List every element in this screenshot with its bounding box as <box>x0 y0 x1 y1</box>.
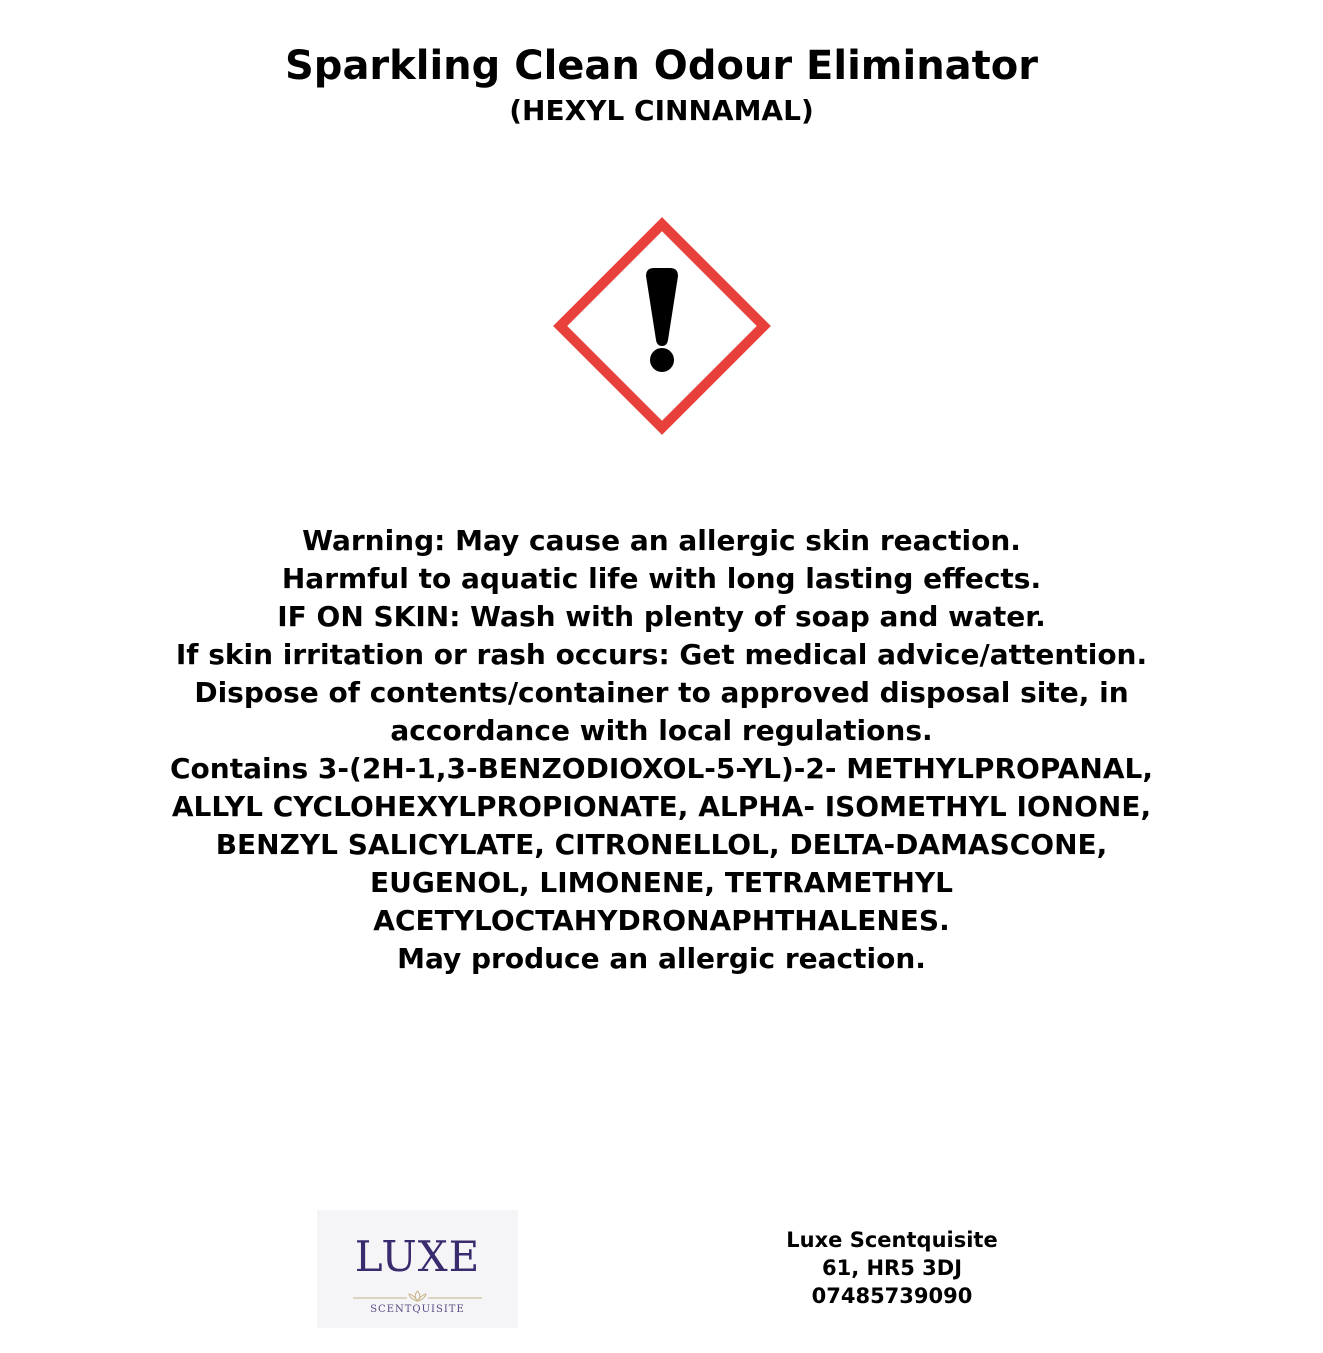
product-subtitle: (HEXYL CINNAMAL) <box>509 94 814 127</box>
statement-line: Dispose of contents/container to approved disposal site, in <box>194 676 1129 709</box>
statement-line: May produce an allergic reaction. <box>397 942 926 975</box>
contact-block <box>742 1226 1042 1310</box>
statement-line: If skin irritation or rash occurs: Get medical advice/attention. <box>175 638 1148 671</box>
statement-line: ACETYLOCTAHYDRONAPHTHALENES. <box>373 904 950 937</box>
logo-wordmark: LUXE <box>354 1232 481 1281</box>
company-name: Luxe Scentquisite <box>786 1228 998 1252</box>
exclamation-mark-hazard-icon <box>550 214 774 438</box>
product-title: Sparkling Clean Odour Eliminator <box>285 43 1038 89</box>
brand-logo <box>317 1210 518 1328</box>
statement-line: Harmful to aquatic life with long lasting effects. <box>281 562 1042 595</box>
hazard-statements <box>100 522 1223 978</box>
statement-line: IF ON SKIN: Wash with plenty of soap and water. <box>277 600 1046 633</box>
statement-line: Warning: May cause an allergic skin reaction. <box>302 524 1021 557</box>
statement-line: Contains 3-(2H-1,3-BENZODIOXOL-5-YL)-2- METHYLPROPANAL, <box>169 752 1154 785</box>
logo-subtitle: SCENTQUISITE <box>370 1304 465 1315</box>
statement-line: BENZYL SALICYLATE, CITRONELLOL, DELTA-DAMASCONE, <box>215 828 1108 861</box>
company-phone: 07485739090 <box>811 1284 973 1308</box>
lotus-icon <box>353 1290 482 1302</box>
statement-line: accordance with local regulations. <box>390 714 933 747</box>
statement-line: ALLYL CYCLOHEXYLPROPIONATE, ALPHA- ISOMETHYL IONONE, <box>171 790 1152 823</box>
company-address: 61, HR5 3DJ <box>821 1256 963 1280</box>
statement-line: EUGENOL, LIMONENE, TETRAMETHYL <box>369 866 954 899</box>
